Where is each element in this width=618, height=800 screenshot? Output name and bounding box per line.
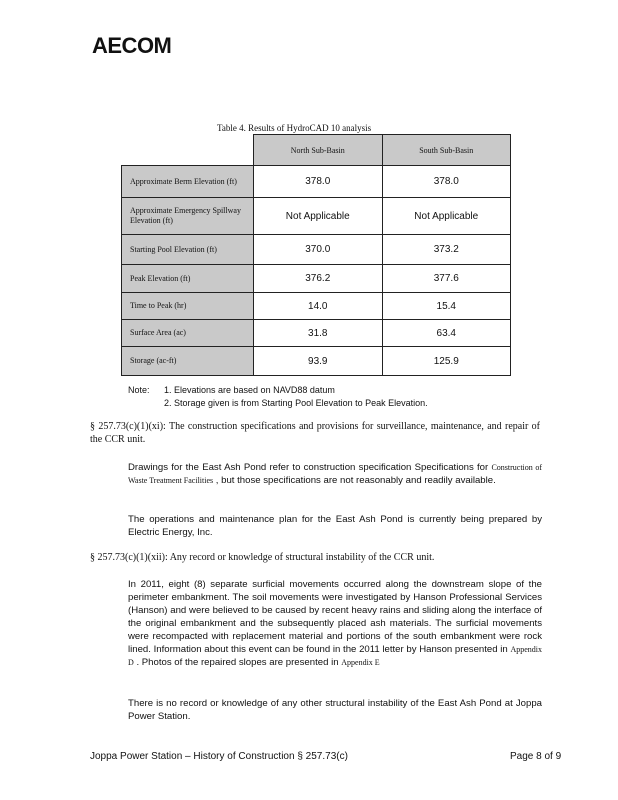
cell-south: 15.4 [382, 293, 511, 320]
footer-document-title: Joppa Power Station – History of Construction § 257.73(c) [90, 751, 348, 762]
paragraph-specifications [128, 461, 542, 487]
appendix-e-reference: Appendix E [341, 658, 380, 667]
note-item: 1. Elevations are based on NAVD88 datum [164, 385, 335, 395]
cell-north: 376.2 [254, 265, 383, 293]
specification-title: Construction of Waste Treatment Facilities [128, 463, 542, 485]
section-heading-xi: § 257.73(c)(1)(xi): The construction specifications and provisions for surveillance, maintenance, and repair of the CCR unit. [90, 421, 540, 445]
row-label: Peak Elevation (ft) [122, 265, 254, 293]
paragraph-text: Drawings for the East Ash Pond refer to construction specification Specifications for [128, 462, 492, 473]
footer-page-number: Page 8 of 9 [510, 751, 562, 762]
cell-south: 373.2 [382, 235, 511, 265]
company-logo: AECOM [92, 33, 172, 58]
table-row [122, 235, 511, 265]
table-row [122, 166, 511, 198]
table-row [122, 265, 511, 293]
column-header-north: North Sub-Basin [254, 135, 383, 166]
cell-north: 93.9 [254, 347, 383, 376]
table-row [122, 320, 511, 347]
note-item: 2. Storage given is from Starting Pool Elevation to Peak Elevation. [164, 398, 428, 408]
section-heading-xii: § 257.73(c)(1)(xii): Any record or knowledge of structural instability of the CCR unit. [90, 552, 435, 563]
paragraph-text: , but those specifications are not reasonably and readily available. [213, 475, 496, 486]
table-caption: Table 4. Results of HydroCAD 10 analysis [217, 123, 372, 133]
paragraph-text: . Photos of the repaired slopes are presented in [133, 657, 342, 668]
table-row [122, 293, 511, 320]
paragraph-surficial-movements [128, 578, 542, 669]
cell-south: 125.9 [382, 347, 511, 376]
cell-north: 14.0 [254, 293, 383, 320]
appendix-d-reference: Appendix D [128, 645, 542, 667]
note-items [164, 384, 428, 410]
cell-south: 378.0 [382, 166, 511, 198]
cell-south: Not Applicable [382, 198, 511, 235]
table-row [122, 347, 511, 376]
row-label: Time to Peak (hr) [122, 293, 254, 320]
row-label: Approximate Emergency Spillway Elevation (ft) [122, 198, 254, 235]
cell-north: Not Applicable [254, 198, 383, 235]
column-header-south: South Sub-Basin [382, 135, 511, 166]
table-corner-cell [122, 135, 254, 166]
cell-north: 378.0 [254, 166, 383, 198]
row-label: Starting Pool Elevation (ft) [122, 235, 254, 265]
results-table [121, 134, 511, 376]
paragraph-text: In 2011, eight (8) separate surficial movements occurred along the downstream slope of the perimeter embankment. The soil movements were investigated by Hanson Professional Services (Hanson) and were believed to be caused by recent heavy rains and sliding along the interface of the original embankment and the subsequently placed ash materials. The surficial movements were recompacted with replacement material and portions of the south embankment were rock lined. Information about this event can be found in the 2011 letter by Hanson presented in [128, 579, 542, 655]
cell-south: 63.4 [382, 320, 511, 347]
row-label: Storage (ac-ft) [122, 347, 254, 376]
table-row [122, 198, 511, 235]
paragraph-no-other-instability: There is no record or knowledge of any other structural instability of the East Ash Pond at Joppa Power Station. [128, 698, 542, 722]
table-header-row [122, 135, 511, 166]
row-label: Surface Area (ac) [122, 320, 254, 347]
paragraph-operations-plan: The operations and maintenance plan for the East Ash Pond is currently being prepared by Electric Energy, Inc. [128, 514, 542, 538]
cell-north: 31.8 [254, 320, 383, 347]
cell-north: 370.0 [254, 235, 383, 265]
note-label: Note: [128, 385, 150, 395]
row-label: Approximate Berm Elevation (ft) [122, 166, 254, 198]
cell-south: 377.6 [382, 265, 511, 293]
